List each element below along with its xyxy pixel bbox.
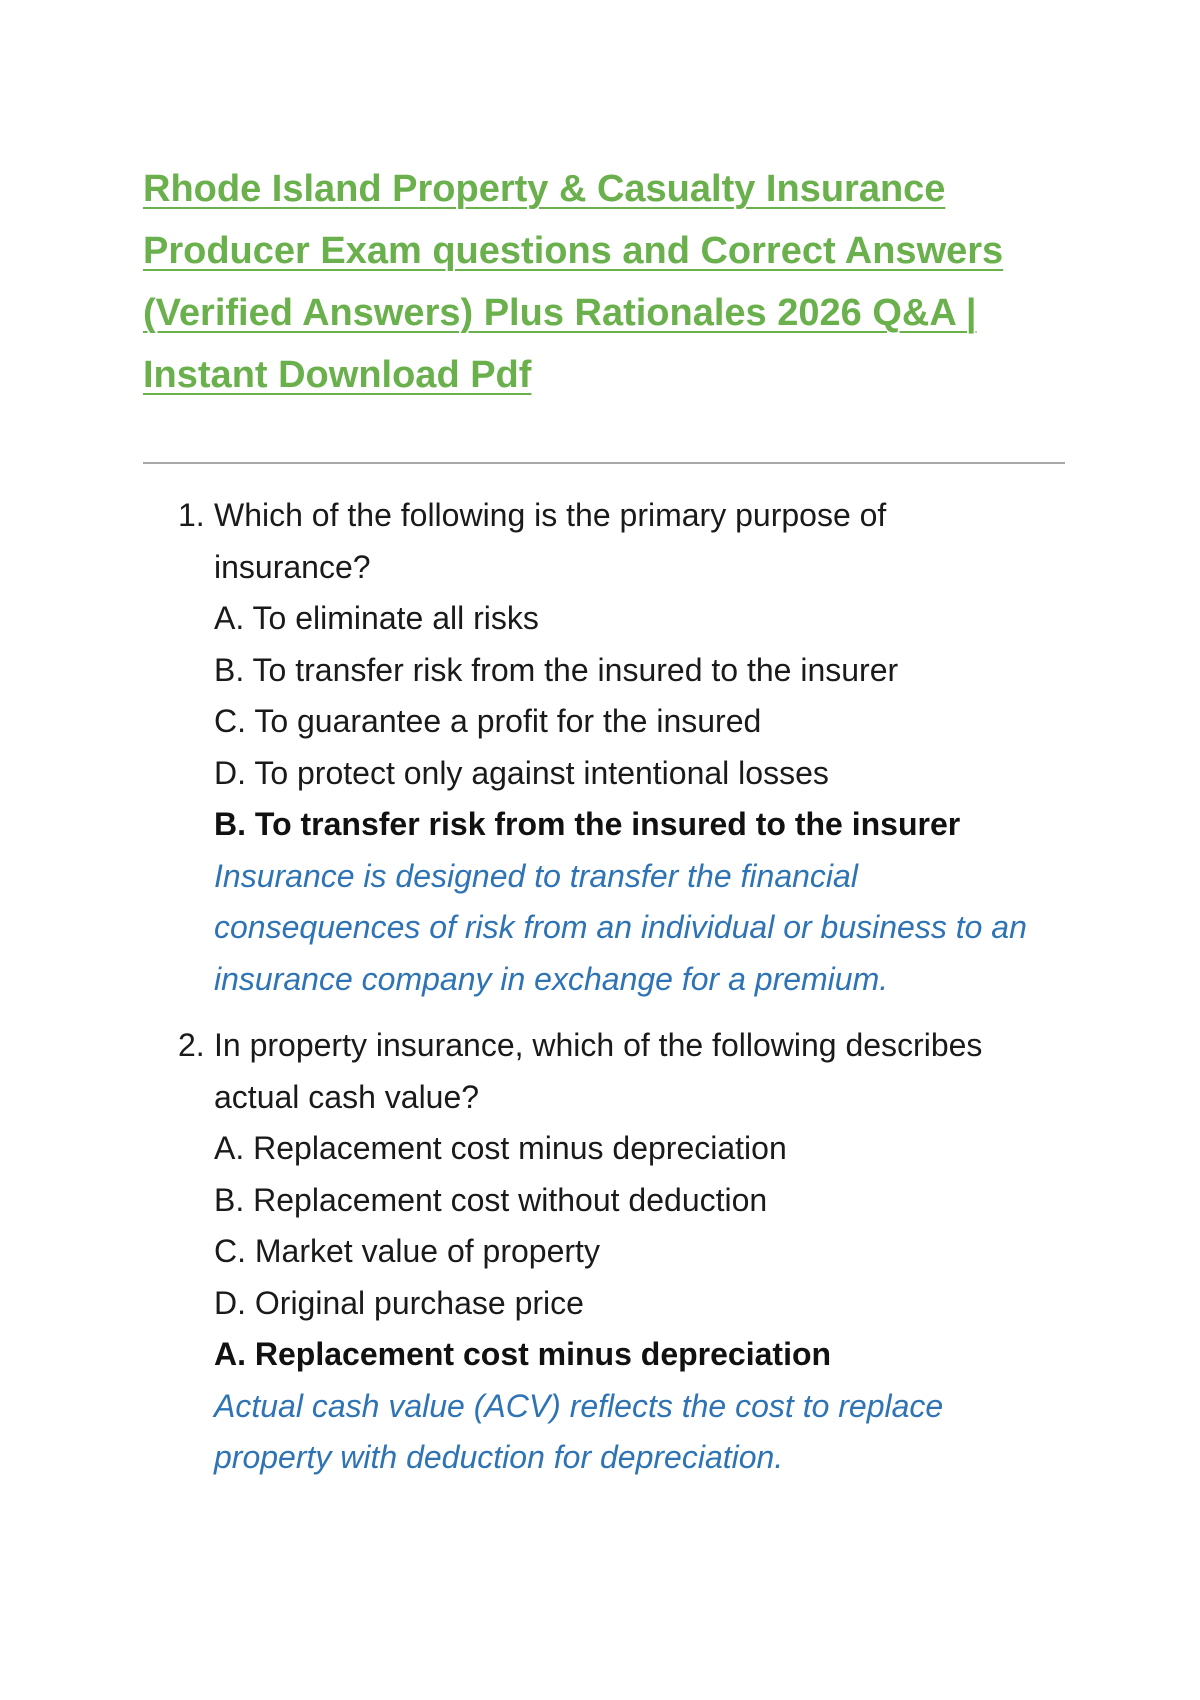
option-a: A. Replacement cost minus depreciation	[214, 1130, 787, 1166]
horizontal-divider	[143, 462, 1065, 464]
rationale	[178, 1381, 1078, 1484]
option-c: C. Market value of property	[214, 1233, 600, 1269]
question-text-continued: actual cash value?	[214, 1078, 480, 1115]
correct-answer: B. To transfer risk from the insured to the insurer	[214, 806, 961, 842]
question-2	[178, 1020, 1078, 1484]
correct-answer: A. Replacement cost minus depreciation	[214, 1336, 832, 1372]
rationale-line: property with deduction for depreciation.	[214, 1439, 784, 1475]
question-text-continued: insurance?	[214, 548, 371, 585]
question-text: Which of the following is the primary purpose of	[214, 497, 887, 533]
option-b: B. Replacement cost without deduction	[214, 1181, 768, 1218]
document-title[interactable]	[143, 158, 1023, 406]
option-d: D. To protect only against intentional losses	[214, 754, 829, 791]
title-line-1[interactable]: Rhode Island Property & Casualty Insurance	[143, 168, 946, 210]
rationale-line: Insurance is designed to transfer the financial	[214, 857, 858, 894]
question-number: 1.	[178, 497, 205, 533]
title-line-3[interactable]: (Verified Answers) Plus Rationales 2026 Q&A |	[143, 292, 977, 334]
rationale-line: consequences of risk from an individual or business to an	[214, 909, 1027, 945]
option-a: A. To eliminate all risks	[214, 600, 539, 636]
option-d: D. Original purchase price	[214, 1284, 584, 1321]
rationale-line: Actual cash value (ACV) reflects the cost to replace	[214, 1387, 944, 1424]
question-1	[178, 490, 1078, 1005]
option-c: C. To guarantee a profit for the insured	[214, 703, 762, 739]
question-number: 2.	[178, 1027, 205, 1063]
question-text: In property insurance, which of the following describes	[214, 1027, 983, 1063]
rationale	[178, 851, 1078, 1006]
title-line-2[interactable]: Producer Exam questions and Correct Answers	[143, 230, 1004, 272]
title-line-4[interactable]: Instant Download Pdf	[143, 354, 532, 396]
option-b: B. To transfer risk from the insured to the insurer	[214, 651, 899, 688]
rationale-line: insurance company in exchange for a premium.	[214, 960, 889, 997]
